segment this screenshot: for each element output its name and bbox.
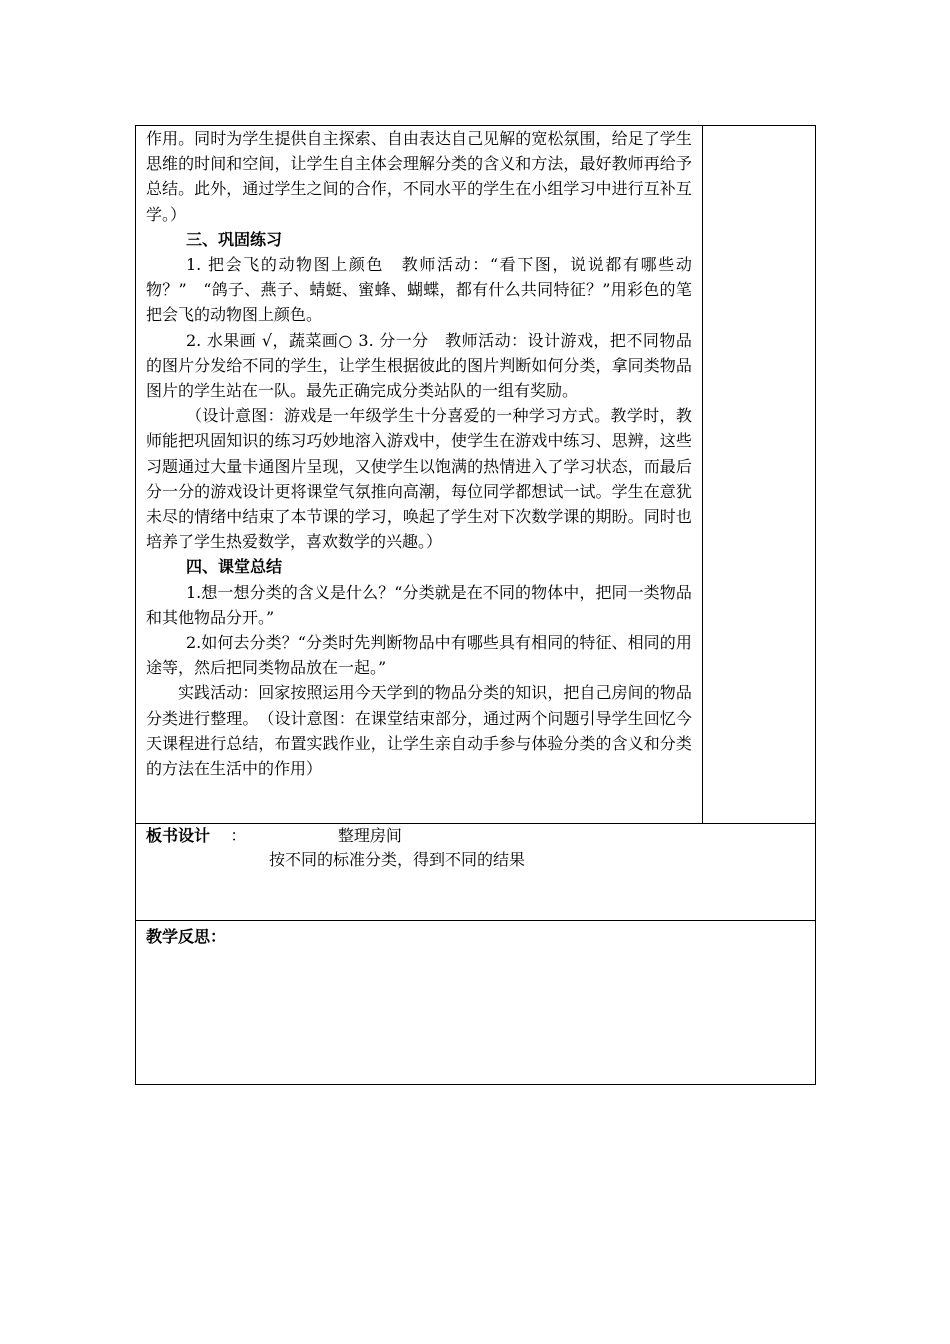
- process-row: [136, 126, 816, 824]
- section-heading-summary: 四、课堂总结: [186, 557, 283, 577]
- notes-cell: [702, 126, 815, 824]
- board-design-label: 板书设计: [146, 826, 211, 845]
- practice-item-1: 1. 把会飞的动物图上颜色 教师活动：“看下图，说说都有哪些动物？” “鸽子、燕子、蜻蜓、蜜蜂、蝴蝶，都有什么共同特征？”用彩色的笔把会飞的动物图上颜色。: [146, 255, 692, 325]
- board-design-cell: [136, 824, 816, 921]
- teaching-process-cell: [136, 126, 703, 824]
- teaching-reflection-label: 教学反思：: [146, 927, 227, 946]
- board-design-header: [136, 824, 815, 848]
- board-design-row: [136, 824, 816, 921]
- section-heading-practice: 三、巩固练习: [186, 229, 283, 249]
- reflection-row: [136, 921, 816, 1085]
- lesson-plan-table: [135, 125, 816, 1085]
- practice-activity: 实践活动：回家按照运用今天学到的物品分类的知识，把自己房间的物品分类进行整理。 （设计意图：在课堂结束部分，通过两个问题引导学生回忆今天课程进行总结，布置实践作业，让学生亲自动手参与体验分类的含义和分类的方法在生活中的作用）: [146, 683, 692, 779]
- teaching-process-content: [136, 126, 702, 781]
- design-intent-continuation: 作用。同时为学生提供自主探索、自由表达自己见解的宽松氛围，给足了学生思维的时间和空间，让学生自主体会理解分类的含义和方法，最好教师再给予总结。此外，通过学生之间的合作，不同水平的学生在小组学习中进行互补互学。）: [146, 129, 692, 224]
- design-intent-practice: （设计意图：游戏是一年级学生十分喜爱的一种学习方式。教学时，教师能把巩固知识的练习巧妙地溶入游戏中，使学生在游戏中练习、思辨，这些习题通过大量卡通图片呈现，又使学生以饱满的热情进入了学习状态，而最后分一分的游戏设计更将课堂气氛推向高潮，每位同学都想试一试。学生在意犹未尽的情绪中结束了本节课的学习，唤起了学生对下次数学课的期盼。同时也培养了学生热爱数学，喜欢数学的兴趣。）: [146, 406, 692, 552]
- summary-question-1: 1.想一想分类的含义是什么？“分类就是在不同的物体中，把同一类物品和其他物品分开。”: [146, 582, 692, 627]
- summary-question-2: 2.如何去分类？“分类时先判断物品中有哪些具有相同的特征、相同的用途等，然后把同类物品放在一起。”: [146, 633, 692, 678]
- teaching-reflection-cell: [136, 921, 816, 1085]
- practice-item-2-3: 2. 水果画 √，蔬菜画○ 3. 分一分 教师活动：设计游戏，把不同物品的图片分发给不同的学生，让学生根据彼此的图片判断如何分类，拿同类物品图片的学生站在一队。最先正确完成分类站队的一组有奖励。: [146, 330, 692, 401]
- board-design-subtitle: 按不同的标准分类，得到不同的结果: [269, 850, 526, 869]
- board-design-colon: ：: [230, 826, 247, 845]
- board-design-title: 整理房间: [337, 826, 402, 845]
